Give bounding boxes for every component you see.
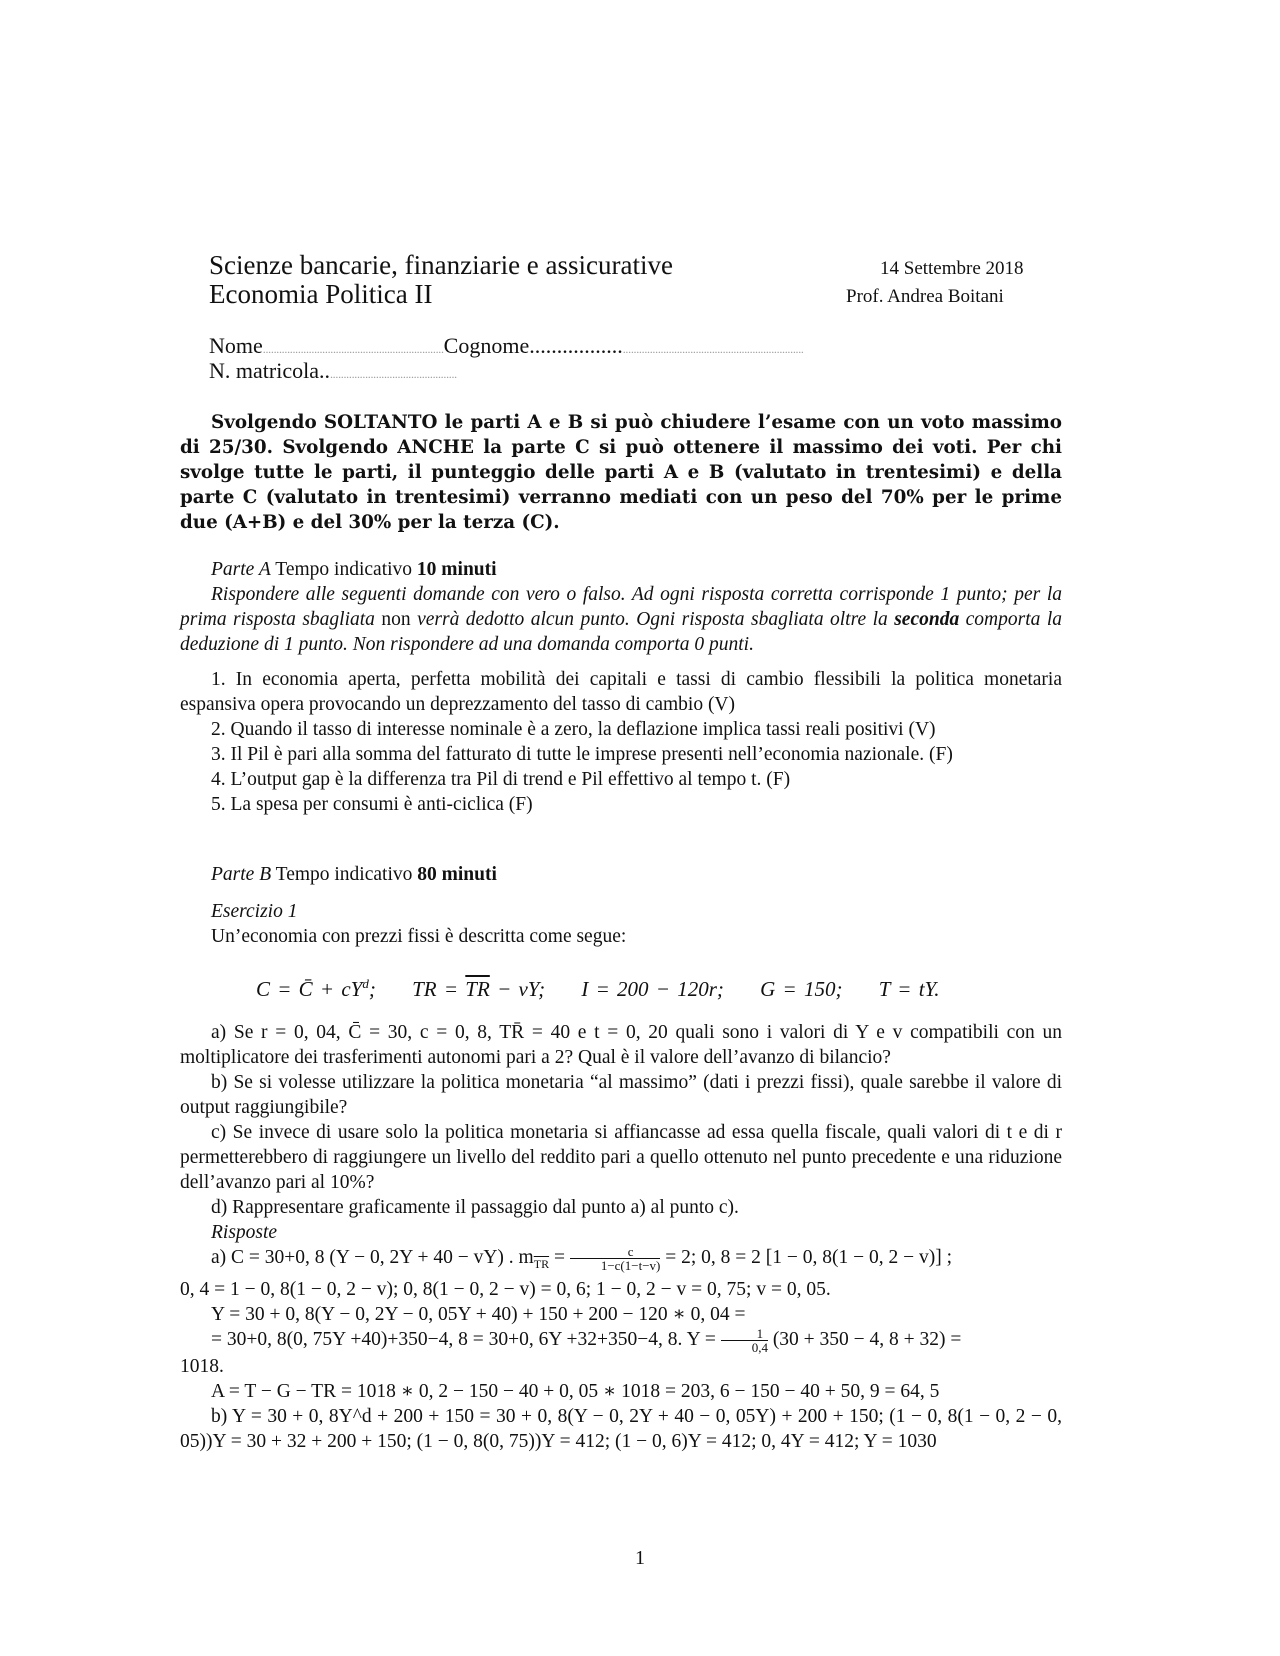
part-b-time-value: 80 minuti [417, 864, 497, 885]
reciprocal-fraction [721, 1327, 768, 1354]
instructions-text: Svolgendo SOLTANTO le parti A e B si può chiudere l’esame con un voto massimo di 25/30. Svolgendo ANCHE la parte C si può ottenere il massimo dei voti. Per chi svolge tutte le parti, il punteggio delle parti A e B (valutato in trentesimi) e della parte C (valutato in trentesimi) verranno mediati con un peso del 70% per le prime due (A+B) e del 30% per la terza (C). [180, 412, 1062, 533]
question-a: a) Se r = 0, 04, C̄ = 30, c = 0, 8, TR̄ = 40 e t = 0, 20 quali sono i valori di Y e v compatibili con un moltiplicatore dei trasferimenti autonomi pari a 2? Qual è il valore dell’avanzo di bilancio? [180, 1022, 1062, 1068]
nome-dots: ................................................................... [262, 342, 444, 356]
answer-a-line-3: Y = 30 + 0, 8(Y − 0, 2Y − 0, 05Y + 40) + 150 + 200 − 120 ∗ 0, 04 = [211, 1303, 746, 1325]
eq-tr-a: TR = [412, 977, 466, 1001]
part-b-label: Parte B [211, 864, 272, 885]
cognome-label: Cognome................. [443, 333, 623, 358]
question-c: c) Se invece di usare solo la politica monetaria si affiancasse ad essa quella fiscale, quali valori di t e di r permetterebbero di raggiungere un livello del reddito pari a quello ottenuto nel punto precedente e una riduzione dell’avanzo pari al 10%? [180, 1122, 1062, 1193]
eq-taxes: T = tY. [878, 977, 940, 1001]
course-title: Scienze bancarie, finanziarie e assicurative [209, 250, 673, 280]
question-4: 4. L’output gap è la differenza tra Pil di trend e Pil effettivo al tempo t. (F) [211, 769, 791, 790]
instr-5: comporta la deduzione di 1 punto. Non rispondere ad una domanda comporta 0 punti. [180, 609, 1063, 655]
question-b: b) Se si volesse utilizzare la politica monetaria “al massimo” (dati i prezzi fissi), quale sarebbe il valore di output raggiungibile? [180, 1072, 1062, 1118]
instr-1: Rispondere alle seguenti domande con vero o falso. Ad ogni risposta corretta corrisponde 1 punto; per la prima risposta sbagliata [180, 584, 1062, 630]
eq-government: G = 150; [760, 977, 843, 1001]
question-3: 3. Il Pil è pari alla somma del fatturato di tutte le imprese presenti nell’economia nazionale. (F) [211, 744, 953, 765]
professor-name: Prof. Andrea Boitani [846, 286, 1004, 307]
ans-a1-eq: = [549, 1247, 570, 1268]
ans-a4: = 30+0, 8(0, 75Y +40)+350−4, 8 = 30+0, 6Y +32+350−4, 8. Y = [211, 1328, 716, 1350]
frac-num: c [570, 1245, 661, 1259]
nome-label: Nome [209, 333, 263, 358]
exercise-title [180, 899, 1062, 924]
part-a-heading [180, 557, 1062, 582]
eq-transfers [412, 977, 545, 1001]
frac2-num: 1 [721, 1327, 768, 1341]
answer-a-line-4 [180, 1327, 1062, 1354]
page-number: 1 [635, 1547, 645, 1569]
part-a-time-value: 10 minuti [416, 559, 497, 580]
eq-tr-bar: $\overline{TR}$ [465, 977, 490, 1001]
question-2: 2. Quando il tasso di interesse nominale è a zero, la deflazione implica tassi reali positivi (V) [211, 719, 936, 740]
answer-a-line-2: 0, 4 = 1 − 0, 8(1 − 0, 2 − v); 0, 8(1 − 0, 2 − v) = 0, 6; 1 − 0, 2 − v = 0, 75; v = 0, 05. [180, 1278, 831, 1300]
part-a-instructions [180, 582, 1062, 657]
question-1: 1. In economia aperta, perfetta mobilità dei capitali e tassi di cambio flessibili la politica monetaria espansiva opera provocando un deprezzamento del tasso di cambio (V) [180, 669, 1062, 715]
question-5: 5. La spesa per consumi è anti-ciclica (F) [211, 794, 533, 815]
exercise-intro: Un’economia con prezzi fissi è descritta come segue: [211, 926, 627, 947]
question-d: d) Rappresentare graficamente il passaggio dal punto a) al punto c). [211, 1197, 739, 1218]
eq-investment: I = 200 − 120r; [581, 977, 724, 1001]
eq-c: C = C̄ + cY [256, 977, 363, 1001]
instr-4: seconda [894, 609, 960, 630]
eq-consumption: C = C̄ + $cY^d$; [256, 976, 376, 1001]
part-b-time-text: Tempo indicativo [275, 864, 413, 885]
ans-a1-rest: = 2; 0, 8 = 2 [1 − 0, 8(1 − 0, 2 − v)] ; [660, 1247, 953, 1268]
part-a-time-text: Tempo indicativo [275, 559, 413, 580]
answer-a-line-5: 1018. [180, 1355, 224, 1377]
part-b-heading [180, 862, 1062, 887]
matricola-field [209, 358, 457, 384]
model-equations [256, 976, 940, 1002]
exercise-title-text: Esercizio 1 [211, 901, 298, 922]
exam-instructions [180, 410, 1062, 535]
exercise-questions [180, 1020, 1062, 1454]
answers-title-text: Risposte [211, 1222, 278, 1243]
matricola-dots: ............................................... [329, 367, 457, 381]
cognome-dots: ................................................................... [622, 342, 804, 356]
matricola-label: N. matricola.. [209, 358, 330, 383]
part-b-section [180, 862, 1062, 949]
ans-a1: a) C = 30+0, 8 (Y − 0, 2Y + 40 − vY) . m [211, 1247, 534, 1268]
answers-title [180, 1220, 1062, 1245]
part-a-section [180, 557, 1062, 817]
answer-a-line-1 [180, 1245, 1062, 1277]
part-a-label: Parte A [211, 559, 271, 580]
answer-a-surplus: A = T − G − TR = 1018 ∗ 0, 2 − 150 − 40 + 0, 05 ∗ 1018 = 203, 6 − 150 − 40 + 50, 9 = 64, 5 [211, 1380, 940, 1402]
instr-2: non [381, 609, 411, 630]
eq-c-sup: d [362, 976, 369, 991]
multiplier-fraction [570, 1245, 661, 1272]
nome-field [209, 333, 804, 359]
exam-date: 14 Settembre 2018 [880, 258, 1024, 279]
frac-den: 1−c(1−t−v) [600, 1258, 661, 1274]
frac2-den: 0,4 [751, 1339, 768, 1355]
instr-3: verrà dedotto alcun punto. Ogni risposta sbagliata oltre la [417, 609, 888, 630]
answer-b: b) Y = 30 + 0, 8Y^d + 200 + 150 = 30 + 0, 8(Y − 0, 2Y + 40 − 0, 05Y) + 200 + 150; (1 − 0, 8(1 − 0, 2 − 0, 05))Y = 30 + 32 + 200 + 150; (1 − 0, 8(0, 75))Y = 412; (1 − 0, 6)Y = 412; 0, 4Y = 412; Y = 1030 [180, 1405, 1062, 1452]
subject-title: Economia Politica II [209, 279, 433, 309]
eq-tr-b: − vY; [489, 977, 546, 1001]
ans-a1-sub: TR [533, 1256, 550, 1271]
ans-a4-rest: (30 + 350 − 4, 8 + 32) = [767, 1328, 962, 1350]
